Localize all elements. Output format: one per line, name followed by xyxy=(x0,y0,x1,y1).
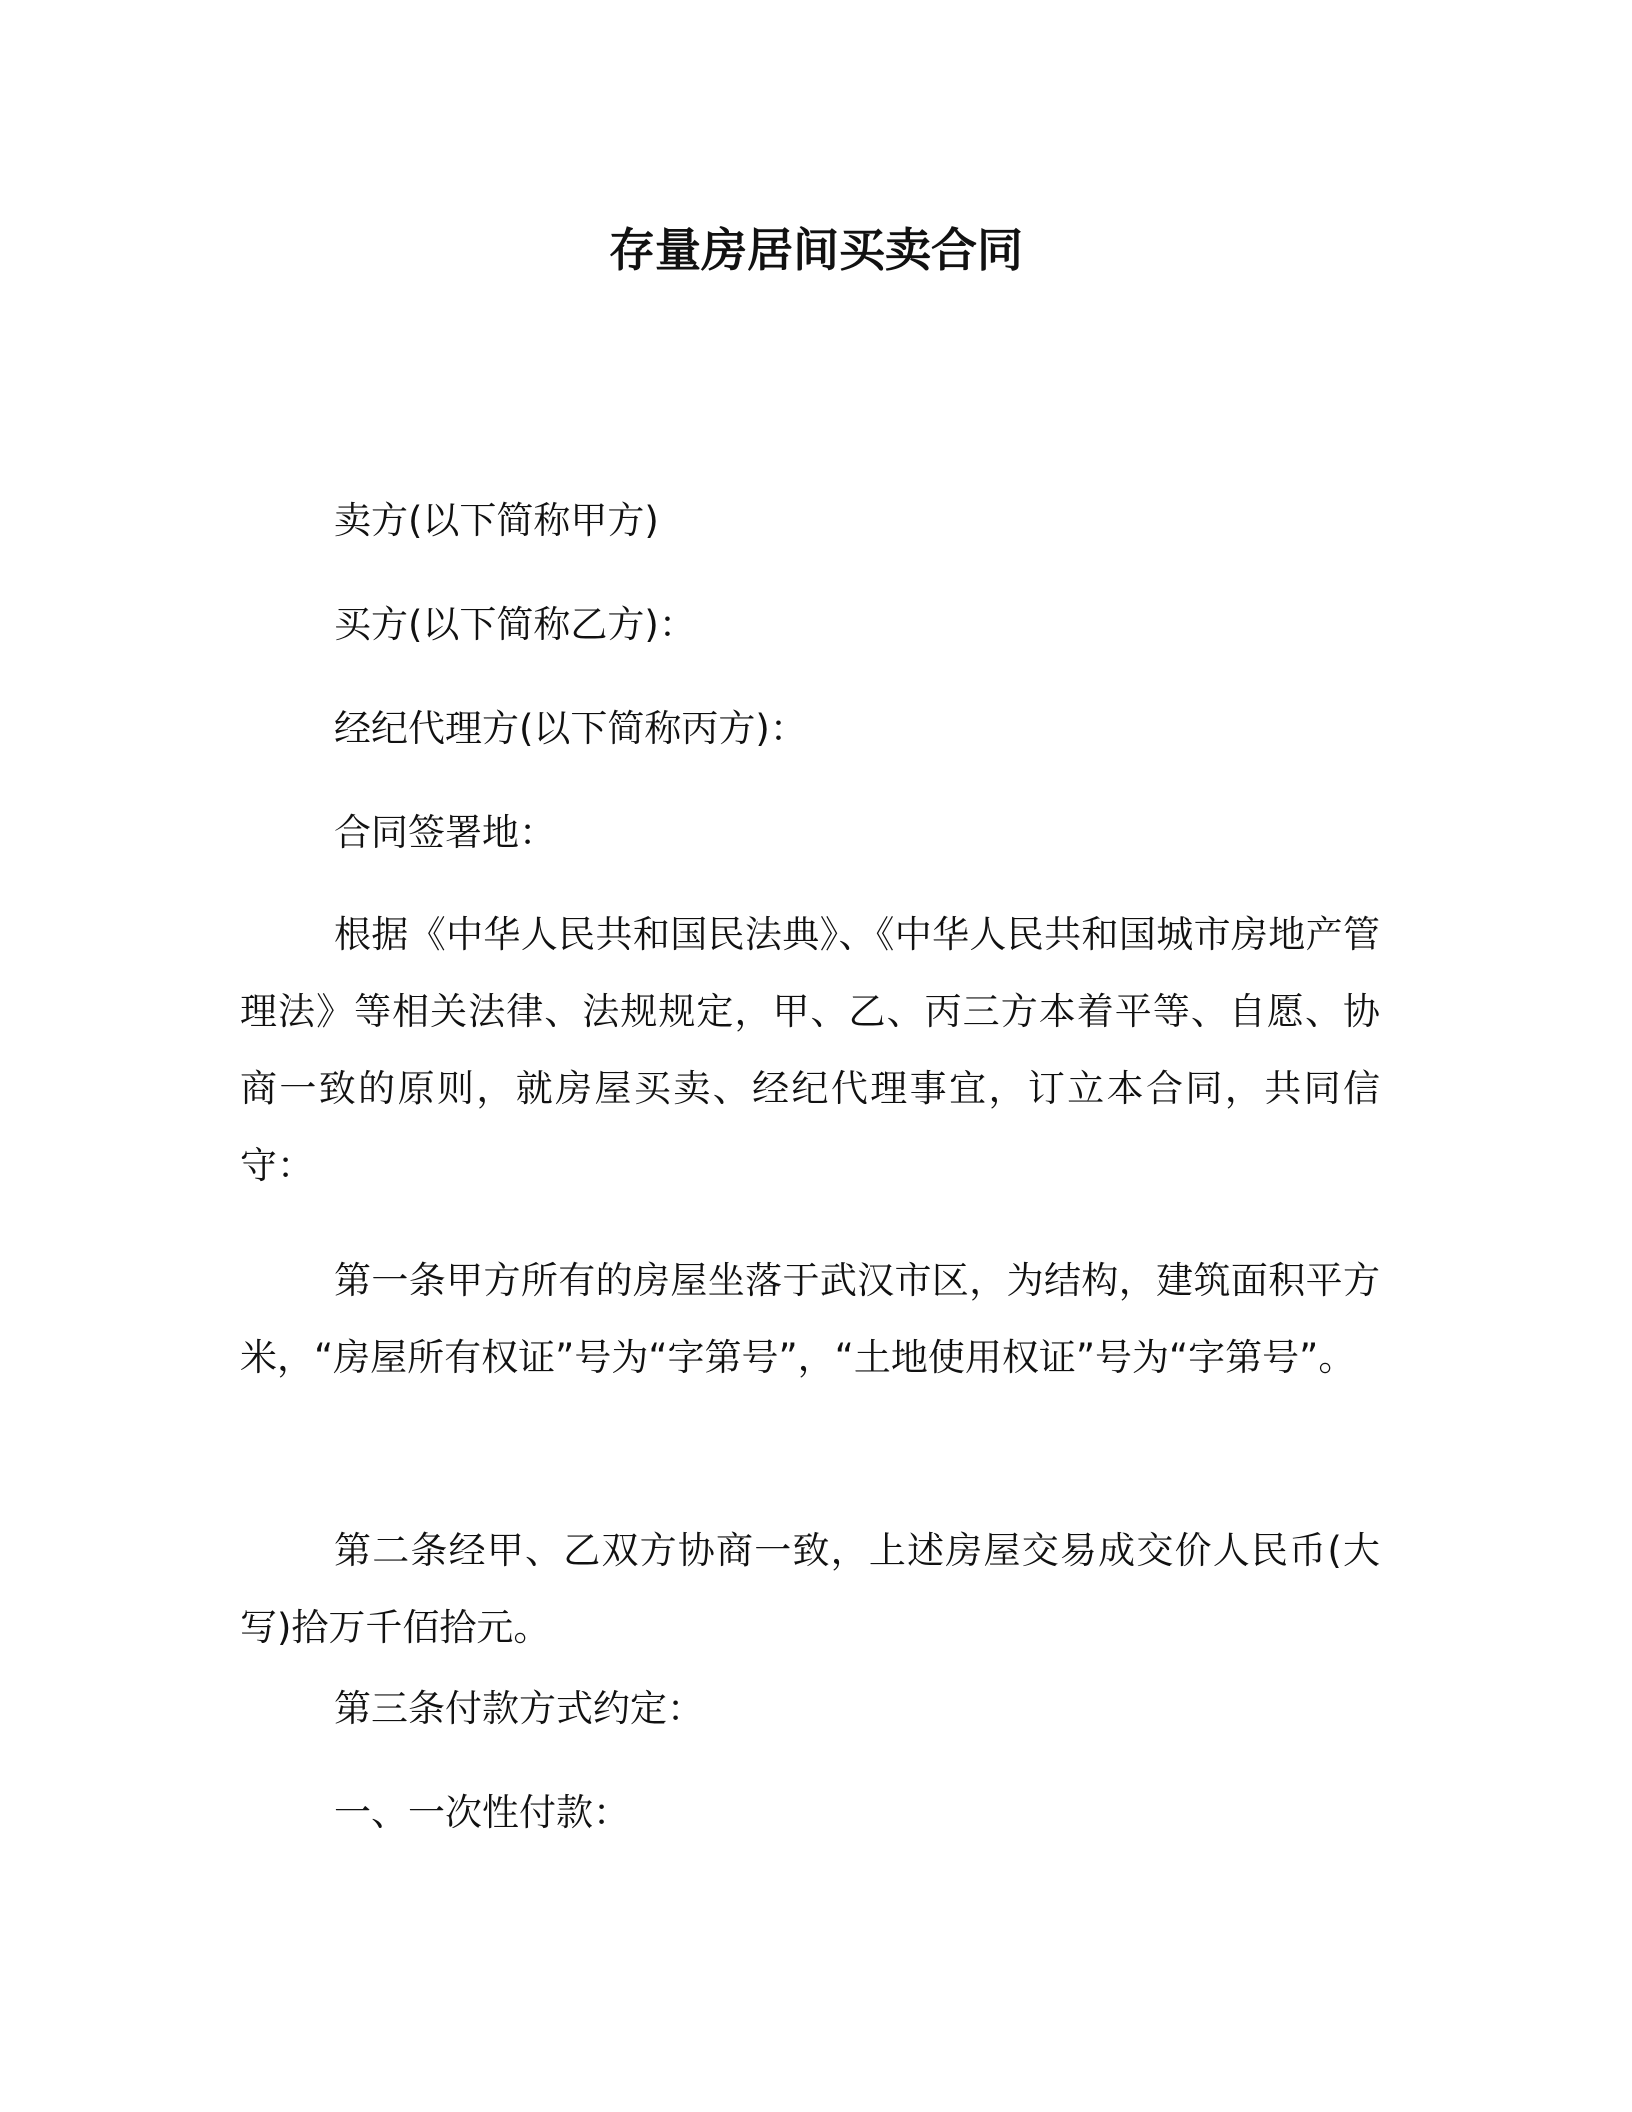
article-2-paragraph: 第二条经甲、乙双方协商一致，上述房屋交易成交价人民币(大写)拾万千佰拾元。 xyxy=(240,1529,1380,1649)
article-3-heading: 第三条付款方式约定： xyxy=(334,1687,704,1730)
payment-option-1-heading: 一、一次性付款： xyxy=(334,1791,630,1834)
contract-title: 存量房居间买卖合同 xyxy=(609,223,1023,277)
article-1-paragraph: 第一条甲方所有的房屋坐落于武汉市区，为结构，建筑面积平方米，“房屋所有权证”号为“字第号”，“土地使用权证”号为“字第号”。 xyxy=(240,1259,1380,1379)
signing-place-line: 合同签署地： xyxy=(334,811,556,854)
agent-line: 经纪代理方(以下简称丙方)： xyxy=(334,707,807,750)
seller-line: 卖方(以下简称甲方) xyxy=(334,499,659,542)
buyer-line: 买方(以下简称乙方)： xyxy=(334,603,696,646)
preamble-paragraph: 根据《中华人民共和国民法典》、《中华人民共和国城市房地产管理法》等相关法律、法规规定，甲、乙、丙三方本着平等、自愿、协商一致的原则，就房屋买卖、经纪代理事宜，订立本合同，共同信守： xyxy=(240,913,1380,1187)
